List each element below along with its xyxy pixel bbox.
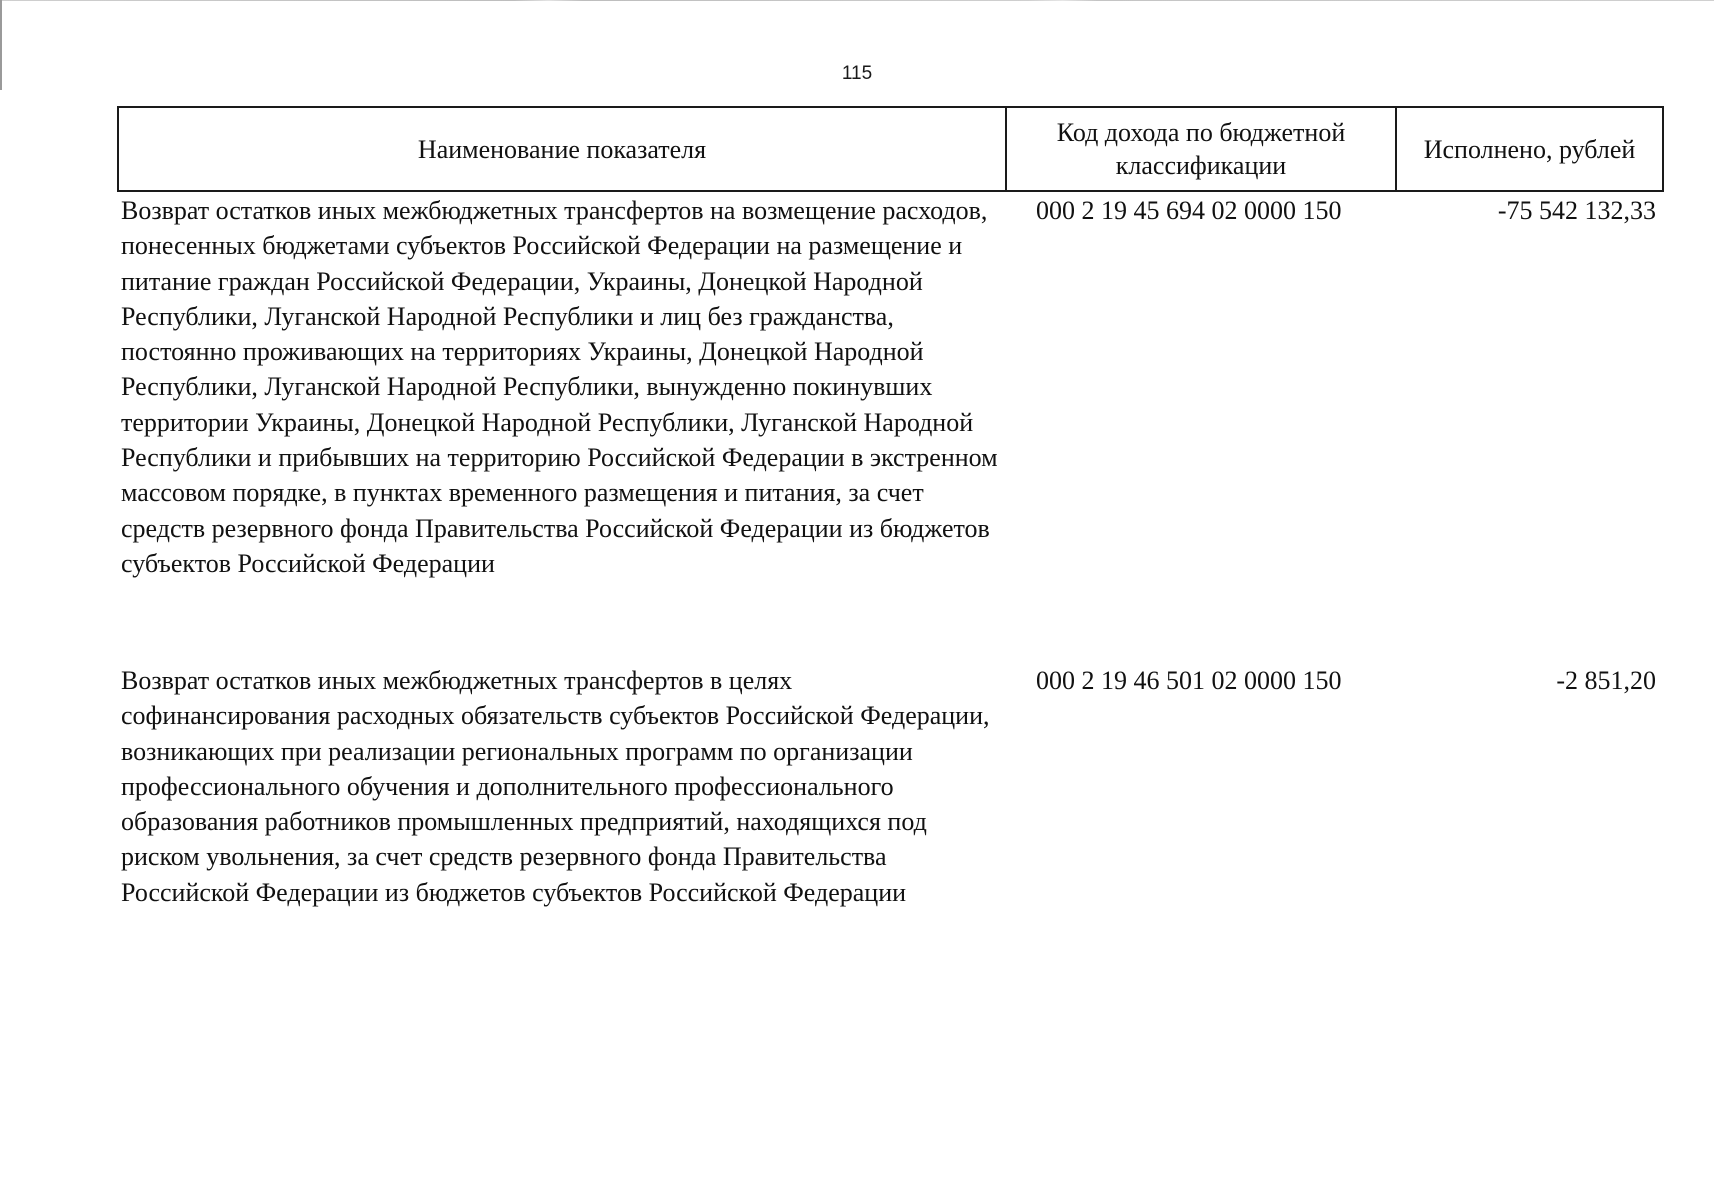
table-row xyxy=(118,663,1663,910)
table-body xyxy=(118,191,1663,910)
page-number: 115 xyxy=(841,63,873,84)
table-row xyxy=(118,191,1663,663)
executed-amount-cell: -2 851,20 xyxy=(1556,666,1656,695)
indicator-name-cell: Возврат остатков иных межбюджетных трансфертов в целях софинансирования расходных обязательств субъектов Российской Федерации, возникающих при реализации региональных программ по организации профессионального обучения и дополнительного профессионального образования работников промышленных предприятий, находящихся под риском увольнения, за счет средств резервного фонда Правительства Российской Федерации из бюджетов субъектов Российской Федерации xyxy=(121,666,990,907)
table-header xyxy=(118,107,1663,191)
budget-income-table xyxy=(117,106,1664,910)
indicator-name-cell: Возврат остатков иных межбюджетных трансфертов на возмещение расходов, понесенных бюджетами субъектов Российской Федерации на размещение и питание граждан Российской Федерации, Украины, Донецкой Народной Республики, Луганской Народной Республики и лиц без гражданства, постоянно проживающих на территориях Украины, Донецкой Народной Республики, Луганской Народной Республики, вынужденно покинувших территории Украины, Донецкой Народной Республики, Луганской Народной Республики и прибывших на территорию Российской Федерации в экстренном массовом порядке, в пунктах временного размещения и питания, за счет средств резервного фонда Правительства Российской Федерации из бюджетов субъектов Российской Федерации xyxy=(121,196,998,578)
header-income-code: Код дохода по бюджетной классификации xyxy=(1006,107,1396,191)
header-indicator-name: Наименование показателя xyxy=(118,107,1006,191)
income-code-cell: 000 2 19 46 501 02 0000 150 xyxy=(1036,666,1342,695)
table-header-row xyxy=(118,107,1663,191)
header-executed-amount: Исполнено, рублей xyxy=(1396,107,1663,191)
scan-edge-top xyxy=(0,0,1714,1)
executed-amount-cell: -75 542 132,33 xyxy=(1497,196,1656,225)
income-code-cell: 000 2 19 45 694 02 0000 150 xyxy=(1036,196,1342,225)
